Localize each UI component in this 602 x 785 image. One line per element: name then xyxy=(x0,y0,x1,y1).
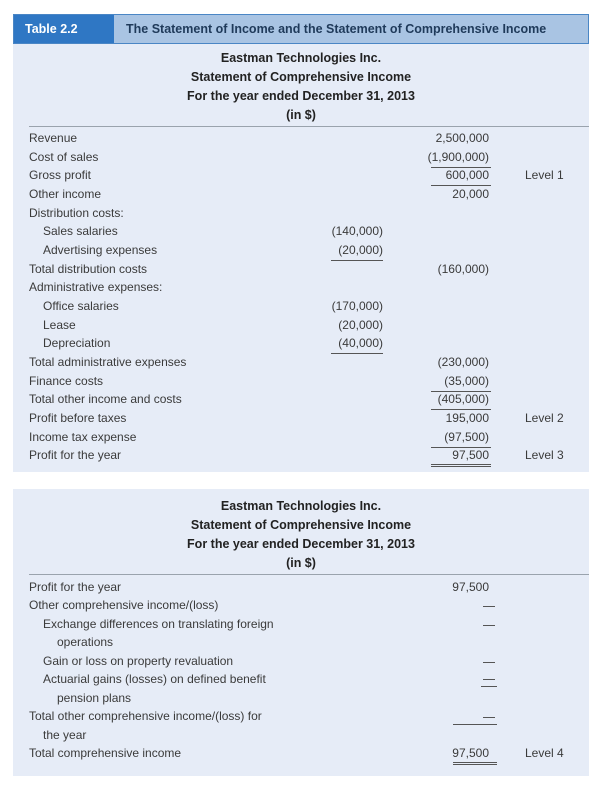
row-total-oci-label: Total other comprehensive income/(loss) for xyxy=(29,709,262,723)
subtotal-underline xyxy=(331,260,383,261)
row-lease-label: Lease xyxy=(43,318,76,332)
statement-title: Statement of Comprehensive Income xyxy=(190,518,412,532)
row-office-salaries-label: Office salaries xyxy=(43,299,119,313)
row-total-comprehensive-value: 97,500 xyxy=(452,746,489,760)
row-revaluation-label: Gain or loss on property revaluation xyxy=(43,654,234,668)
level-1-label: Level 1 xyxy=(525,168,564,182)
nil-dash xyxy=(483,662,495,663)
row-oci-label: Other comprehensive income/(loss) xyxy=(29,598,219,612)
nil-dash xyxy=(483,679,495,680)
nil-dash xyxy=(483,717,495,718)
level-2-label: Level 2 xyxy=(525,411,564,425)
row-distribution-costs-label: Distribution costs: xyxy=(29,206,124,220)
subtotal-underline xyxy=(481,686,497,687)
table-title: The Statement of Income and the Statement of Comprehensive Income xyxy=(126,22,547,36)
nil-dash xyxy=(483,606,495,607)
row-sales-salaries-value: (140,000) xyxy=(331,224,383,238)
subtotal-underline xyxy=(453,724,497,725)
row-revenue-label: Revenue xyxy=(29,131,78,145)
row-pension-label: pension plans xyxy=(57,691,132,705)
total-double-underline xyxy=(453,762,497,765)
row-total-distribution-value: (160,000) xyxy=(437,262,489,276)
comprehensive-income-panel xyxy=(13,489,589,776)
row-sales-salaries-label: Sales salaries xyxy=(43,224,118,238)
row-total-other-label: Total other income and costs xyxy=(29,392,182,406)
row-profit-before-taxes-label: Profit before taxes xyxy=(29,411,127,425)
row-profit-for-year-label: Profit for the year xyxy=(29,448,122,462)
row-total-administrative-value: (230,000) xyxy=(437,355,489,369)
row-total-other-value: (405,000) xyxy=(437,392,489,406)
income-statement-panel xyxy=(13,44,589,472)
row-cost-of-sales-value: (1,900,000) xyxy=(427,150,489,164)
statement-unit: (in $) xyxy=(286,108,316,122)
row-finance-costs-value: (35,000) xyxy=(444,374,489,388)
row-finance-costs-label: Finance costs xyxy=(29,374,104,388)
row-total-comprehensive-label: Total comprehensive income xyxy=(29,746,182,760)
statement-period: For the year ended December 31, 2013 xyxy=(187,89,415,103)
table-header-bar xyxy=(13,14,589,44)
table-number: Table 2.2 xyxy=(14,15,114,43)
company-name: Eastman Technologies Inc. xyxy=(220,499,382,513)
row-depreciation-value: (40,000) xyxy=(338,336,383,350)
row-total-distribution-label: Total distribution costs xyxy=(29,262,148,276)
row-advertising-label: Advertising expenses xyxy=(43,243,158,257)
row-other-income-value: 20,000 xyxy=(452,187,489,201)
row-administrative-label: Administrative expenses: xyxy=(29,280,163,294)
row-gross-profit-value: 600,000 xyxy=(445,168,489,182)
level-3-label: Level 3 xyxy=(525,448,564,462)
row-depreciation-label: Depreciation xyxy=(43,336,111,350)
row-profit-for-year-value: 97,500 xyxy=(452,448,489,462)
row-operations-label: operations xyxy=(57,635,114,649)
row-lease-value: (20,000) xyxy=(338,318,383,332)
statement-period: For the year ended December 31, 2013 xyxy=(187,537,415,551)
row-other-income-label: Other income xyxy=(29,187,102,201)
row-income-tax-value: (97,500) xyxy=(444,430,489,444)
statement-title: Statement of Comprehensive Income xyxy=(190,70,412,84)
row-total-administrative-label: Total administrative expenses xyxy=(29,355,187,369)
row-profit-before-taxes-value: 195,000 xyxy=(445,411,489,425)
row-profit-for-year-label: Profit for the year xyxy=(29,580,122,594)
subtotal-underline xyxy=(331,353,383,354)
header-rule xyxy=(29,126,589,127)
header-rule xyxy=(29,574,589,575)
company-name: Eastman Technologies Inc. xyxy=(220,51,382,65)
row-profit-for-year-value: 97,500 xyxy=(452,580,489,594)
total-double-underline xyxy=(431,464,491,467)
nil-dash xyxy=(483,625,495,626)
subtotal-underline xyxy=(431,185,491,186)
row-revenue-value: 2,500,000 xyxy=(435,131,489,145)
level-4-label: Level 4 xyxy=(525,746,564,760)
row-cost-of-sales-label: Cost of sales xyxy=(29,150,99,164)
row-gross-profit-label: Gross profit xyxy=(29,168,92,182)
row-office-salaries-value: (170,000) xyxy=(331,299,383,313)
row-actuarial-label: Actuarial gains (losses) on defined benefit xyxy=(43,672,266,686)
row-the-year-label: the year xyxy=(43,728,87,742)
subtotal-underline xyxy=(431,409,491,410)
statement-unit: (in $) xyxy=(286,556,316,570)
row-exchange-label: Exchange differences on translating foreign xyxy=(43,617,274,631)
row-advertising-value: (20,000) xyxy=(338,243,383,257)
row-income-tax-label: Income tax expense xyxy=(29,430,137,444)
